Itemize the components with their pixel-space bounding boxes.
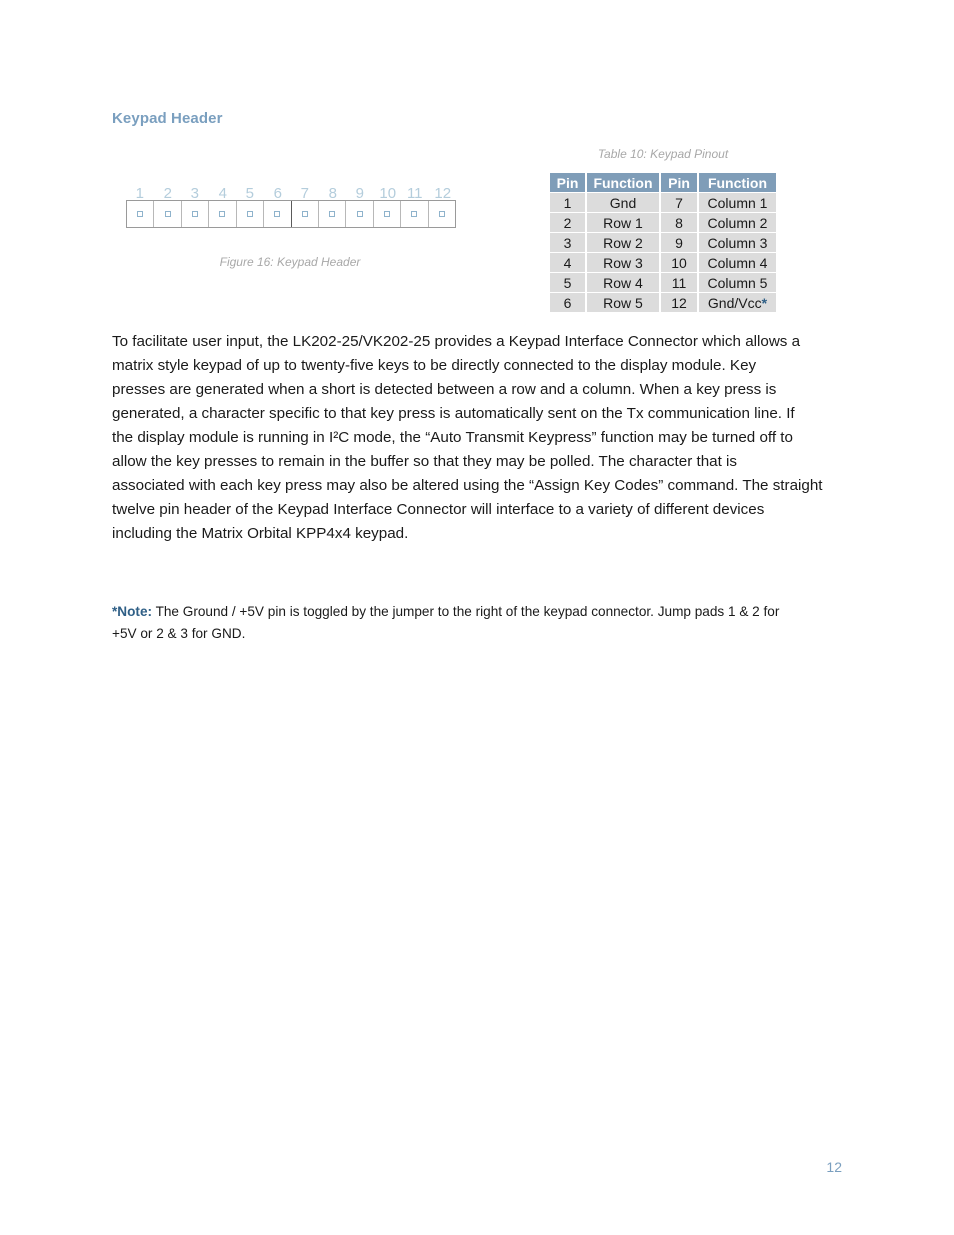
pin-number-label: 1 [135, 185, 144, 202]
table-cell: Row 5 [587, 293, 661, 313]
pin-hole-icon [192, 211, 198, 217]
pin-number-label: 11 [406, 185, 423, 202]
pin-hole-icon [247, 211, 253, 217]
pin-hole-icon [302, 211, 308, 217]
pin-number-label: 9 [355, 185, 364, 202]
table-cell: 4 [550, 253, 587, 273]
body-line: including the Matrix Orbital KPP4x4 keypad. [112, 525, 409, 542]
pin-hole-icon [357, 211, 363, 217]
figure-caption: Figure 16: Keypad Header [219, 255, 361, 269]
pin-number-label: 3 [190, 185, 199, 202]
body-line: associated with each key press may also be altered using the “Assign Key Codes” command. The straight [112, 477, 823, 494]
body-line: To facilitate user input, the LK202-25/VK202-25 provides a Keypad Interface Connector which allows a [112, 333, 801, 350]
pin-number-label: 2 [163, 185, 172, 202]
table-row [550, 233, 776, 253]
table-cell: 11 [661, 273, 699, 293]
pin-cell [182, 201, 209, 227]
pin-hole-icon [411, 211, 417, 217]
body-line: presses are generated when a short is detected between a row and a column. When a key press is [112, 381, 777, 398]
table-cell: 7 [661, 193, 699, 213]
table-cell: 12 [661, 293, 699, 313]
pin-cell [346, 201, 373, 227]
section-heading: Keypad Header [112, 110, 223, 127]
pin-hole-icon [274, 211, 280, 217]
note-paragraph [112, 601, 842, 645]
keypad-pinout-table [550, 173, 776, 313]
pin-hole-icon [384, 211, 390, 217]
pin-cell [264, 201, 291, 227]
pin-hole-icon [329, 211, 335, 217]
pin-cell [319, 201, 346, 227]
column-header: Pin [661, 173, 699, 193]
table-cell: 5 [550, 273, 587, 293]
body-line: allow the key presses to remain in the buffer so that they may be polled. The character that is [112, 453, 737, 470]
pin-hole-icon [137, 211, 143, 217]
table-cell: Row 2 [587, 233, 661, 253]
table-cell: 3 [550, 233, 587, 253]
pin-number-label: 6 [273, 185, 282, 202]
body-paragraph [112, 330, 852, 546]
table-header-row [550, 173, 776, 193]
pin-number-label: 12 [434, 185, 452, 202]
table-cell: 1 [550, 193, 587, 213]
pin-number-label: 5 [245, 185, 254, 202]
body-line: twelve pin header of the Keypad Interface Connector will interface to a variety of different devices [112, 501, 765, 518]
pin-hole-icon [165, 211, 171, 217]
column-header: Pin [550, 173, 587, 193]
pin-header-strip [126, 200, 456, 228]
pin-cell [209, 201, 236, 227]
note-line [112, 601, 842, 623]
column-header: Function [699, 173, 776, 193]
table-cell: Gnd [587, 193, 661, 213]
table-cell: Column 3 [699, 233, 776, 253]
table-cell: Column 1 [699, 193, 776, 213]
footnote-marker: * [761, 294, 768, 311]
pin-number-label: 4 [218, 185, 227, 202]
keypad-header-figure [126, 186, 458, 232]
table-cell-text: Gnd/Vcc [707, 294, 762, 311]
page-number: 12 [826, 1159, 842, 1175]
table-cell: Column 5 [699, 273, 776, 293]
note-line: +5V or 2 & 3 for GND. [112, 626, 246, 641]
table-caption: Table 10: Keypad Pinout [597, 147, 729, 161]
table-cell: 10 [661, 253, 699, 273]
table-cell: Column 2 [699, 213, 776, 233]
table-cell: 9 [661, 233, 699, 253]
table-row [550, 213, 776, 233]
pin-hole-icon [439, 211, 445, 217]
body-line: the display module is running in I²C mode, the “Auto Transmit Keypress” function may be turned off to [112, 429, 793, 446]
pin-number-label: 10 [379, 185, 397, 202]
pin-cell [292, 201, 319, 227]
note-label: *Note: [112, 604, 153, 619]
table-row [550, 273, 776, 293]
pin-cell [429, 201, 455, 227]
note-text: The Ground / +5V pin is toggled by the jumper to the right of the keypad connector. Jump pads 1 & 2 for [155, 604, 780, 619]
table-cell: Row 4 [587, 273, 661, 293]
table-row [550, 193, 776, 213]
pin-cell [374, 201, 401, 227]
pin-hole-icon [219, 211, 225, 217]
table-row [550, 293, 776, 313]
pin-cell [127, 201, 154, 227]
table-cell: Column 4 [699, 253, 776, 273]
pin-number-label: 7 [300, 185, 309, 202]
body-line: matrix style keypad of up to twenty-five keys to be directly connected to the display module. Key [112, 357, 757, 374]
table-cell-gnd-vcc [699, 293, 776, 313]
table-cell: 8 [661, 213, 699, 233]
pin-cell [237, 201, 264, 227]
pin-cell [154, 201, 181, 227]
body-line: generated, a character specific to that key press is automatically sent on the Tx communication line. If [112, 405, 795, 422]
table-cell: Row 1 [587, 213, 661, 233]
table-row [550, 253, 776, 273]
table-cell: 6 [550, 293, 587, 313]
pin-cell [401, 201, 428, 227]
table-cell: 2 [550, 213, 587, 233]
table-cell: Row 3 [587, 253, 661, 273]
column-header: Function [587, 173, 661, 193]
pin-number-label: 8 [328, 185, 337, 202]
